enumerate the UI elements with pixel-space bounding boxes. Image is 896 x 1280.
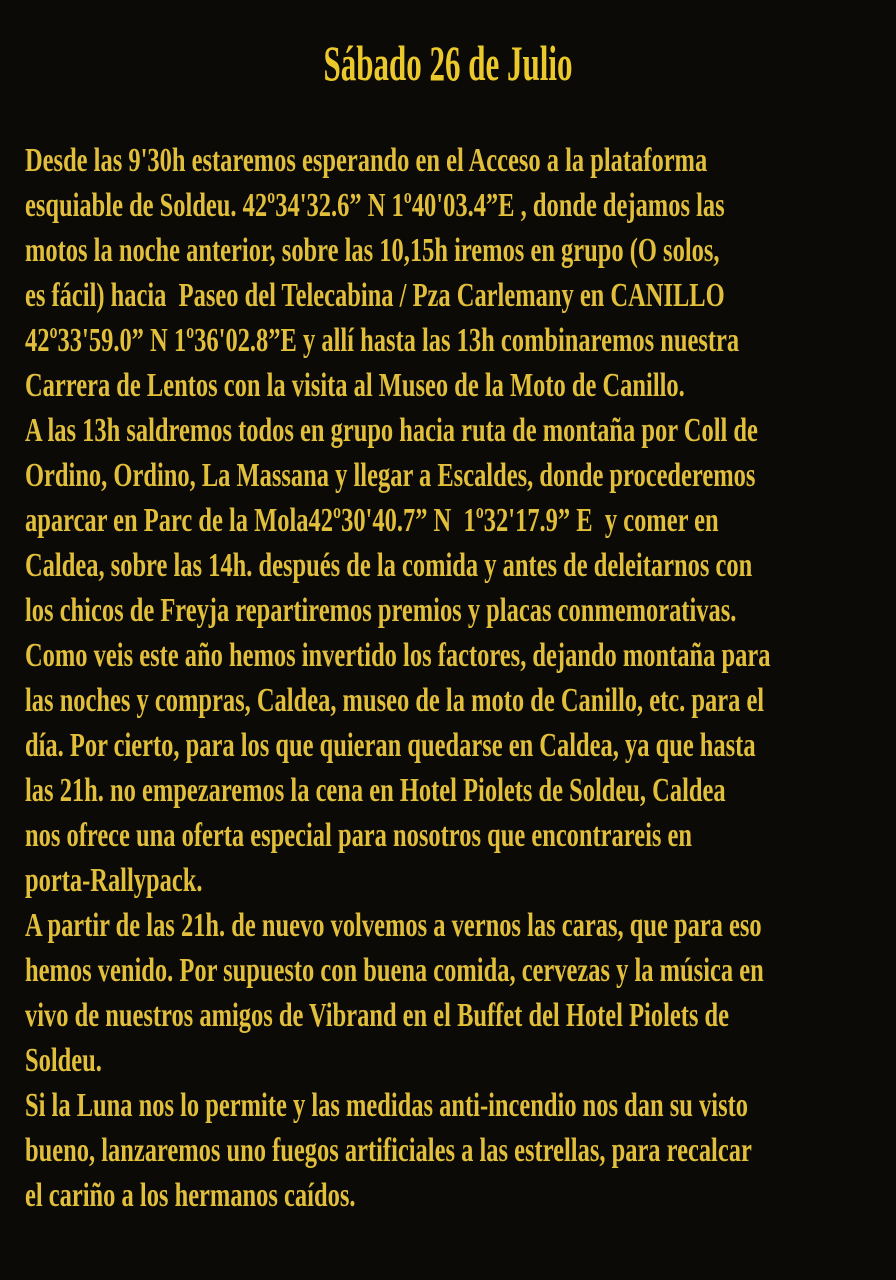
body-line: Caldea, sobre las 14h. después de la comida y antes de deleitarnos con	[25, 547, 753, 584]
body-line: 42º33'59.0” N 1º36'02.8”E y allí hasta las 13h combinaremos nuestra	[25, 322, 740, 359]
body-line: Carrera de Lentos con la visita al Museo de la Moto de Canillo.	[25, 367, 685, 404]
body-line: las 21h. no empezaremos la cena en Hotel Piolets de Soldeu, Caldea	[25, 772, 726, 809]
body-line: Como veis este año hemos invertido los factores, dejando montaña para	[25, 637, 771, 674]
body-line: A las 13h saldremos todos en grupo hacia ruta de montaña por Coll de	[25, 412, 758, 449]
body-line: hemos venido. Por supuesto con buena comida, cervezas y la música en	[25, 952, 764, 989]
page-title: Sábado 26 de Julio	[323, 35, 573, 91]
body-line: es fácil) hacia Paseo del Telecabina / Pza Carlemany en CANILLO	[25, 277, 725, 314]
body-line: las noches y compras, Caldea, museo de la moto de Canillo, etc. para el	[25, 682, 765, 719]
body-line: Si la Luna nos lo permite y las medidas anti-incendio nos dan su visto	[25, 1087, 748, 1124]
body-line: esquiable de Soldeu. 42º34'32.6” N 1º40'03.4”E , donde dejamos las	[25, 187, 725, 224]
body-line: bueno, lanzaremos uno fuegos artificiales a las estrellas, para recalcar	[25, 1132, 752, 1169]
body-line: Desde las 9'30h estaremos esperando en el Acceso a la plataforma	[25, 142, 708, 179]
body-line: Ordino, Ordino, La Massana y llegar a Escaldes, donde procederemos	[25, 457, 756, 494]
body-line: los chicos de Freyja repartiremos premios y placas conmemorativas.	[25, 592, 737, 629]
body-line: porta-Rallypack.	[25, 862, 203, 899]
body-line: vivo de nuestros amigos de Vibrand en el Buffet del Hotel Piolets de	[25, 997, 730, 1034]
body-line: motos la noche anterior, sobre las 10,15h iremos en grupo (O solos,	[25, 232, 720, 269]
body-line: A partir de las 21h. de nuevo volvemos a vernos las caras, que para eso	[25, 907, 762, 944]
body-line: aparcar en Parc de la Mola42º30'40.7” N 1º32'17.9” E y comer en	[25, 502, 719, 539]
body-line: Soldeu.	[25, 1042, 102, 1079]
body-line: nos ofrece una oferta especial para nosotros que encontrareis en	[25, 817, 693, 854]
body-text	[0, 138, 896, 1218]
body-line: día. Por cierto, para los que quieran quedarse en Caldea, ya que hasta	[25, 727, 756, 764]
body-line: el cariño a los hermanos caídos.	[25, 1177, 356, 1214]
